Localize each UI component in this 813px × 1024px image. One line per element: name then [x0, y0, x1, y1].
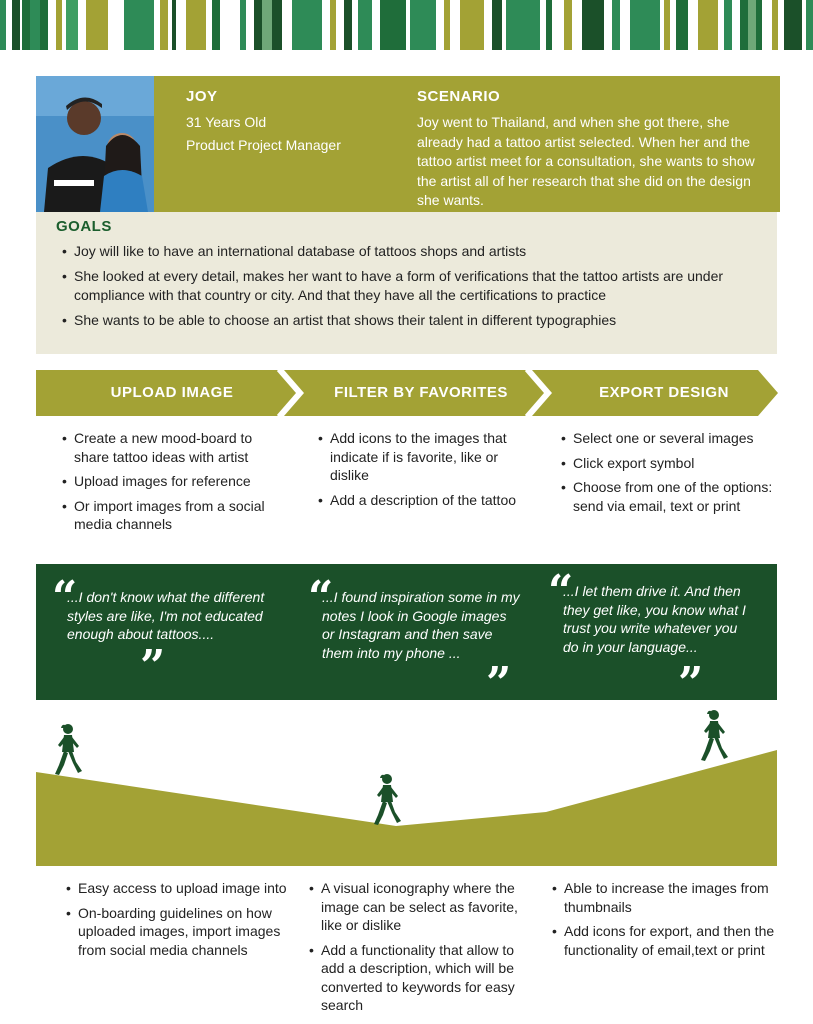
striped-banner: [0, 0, 813, 50]
need-item: • Easy access to upload image into: [66, 879, 291, 898]
persona-name: JOY: [186, 88, 218, 105]
goals-title: GOALS: [56, 218, 112, 235]
walking-person-icon: [52, 722, 84, 778]
tasks-filter-by-favorites: [318, 429, 538, 515]
task-item: • Or import images from a social media channels: [62, 497, 282, 534]
walking-person-icon: [371, 772, 403, 828]
need-item: • Add a functionality that allow to add a description, which will be converted to keywords for easy search: [309, 941, 531, 1015]
walking-person-icon: [698, 708, 730, 764]
need-item: • A visual iconography where the image can be select as favorite, like or dislike: [309, 879, 531, 935]
close-quote-icon: ”: [140, 641, 166, 692]
task-item: • Upload images for reference: [62, 472, 282, 491]
tasks-export-design: [561, 429, 776, 521]
goals-list: [62, 242, 752, 335]
persona-role: Product Project Manager: [186, 137, 341, 153]
open-quote-icon: “: [548, 566, 574, 617]
task-item: • Add icons to the images that indicate if is favorite, like or dislike: [318, 429, 538, 485]
tasks-upload-image: [62, 429, 282, 540]
scenario-title: SCENARIO: [417, 88, 501, 105]
task-item: • Create a new mood-board to share tattoo ideas with artist: [62, 429, 282, 466]
needs-filter-by-favorites: [309, 879, 531, 1021]
task-item: • Add a description of the tattoo: [318, 491, 538, 510]
need-item: • Able to increase the images from thumbnails: [552, 879, 777, 916]
quote-filter-by-favorites: ...I found inspiration some in my notes I look in Google images or Instagram and then save them into my phone ...: [322, 589, 520, 661]
persona-panel: [36, 76, 780, 212]
scenario-body: Joy went to Thailand, and when she got there, she already had a tattoo artist selected. When her and the tattoo artist meet for a consultation, she wants to show the artist all of her research that she did on the design she wants.: [417, 114, 755, 208]
need-item: • On-boarding guidelines on how uploaded images, import images from social media channels: [66, 904, 291, 960]
goals-panel: [36, 212, 777, 354]
persona-age: 31 Years Old: [186, 114, 267, 130]
task-item: • Choose from one of the options: send via email, text or print: [561, 478, 776, 515]
quote-upload-image: ...I don't know what the different styles are like, I'm not educated enough about tattoos....: [67, 589, 265, 642]
close-quote-icon: ”: [486, 658, 512, 709]
quote-export-design: ...I let them drive it. And then they get like, you know what I trust you write whatever you do in your language...: [563, 583, 746, 655]
step-title-filter-by-favorites: FILTER BY FAVORITES: [334, 384, 508, 401]
task-item: • Click export symbol: [561, 454, 776, 473]
journey-hill: [36, 750, 777, 866]
needs-upload-image: [66, 879, 291, 965]
goal-item: • She wants to be able to choose an artist that shows their talent in different typographies: [62, 311, 752, 331]
need-item: • Add icons for export, and then the functionality of email,text or print: [552, 922, 777, 959]
needs-export-design: [552, 879, 777, 965]
goal-item: • Joy will like to have an international database of tattoos shops and artists: [62, 242, 752, 262]
step-title-upload-image: UPLOAD IMAGE: [110, 384, 234, 401]
open-quote-icon: “: [308, 572, 334, 623]
goal-item: • She looked at every detail, makes her want to have a form of verifications that the tattoo artists are under compliance with that country or city. And that they have all the certifications to practice: [62, 267, 752, 306]
persona-photo: [36, 76, 154, 212]
open-quote-icon: “: [52, 572, 78, 623]
close-quote-icon: ”: [678, 658, 704, 709]
step-title-export-design: EXPORT DESIGN: [599, 384, 729, 401]
task-item: • Select one or several images: [561, 429, 776, 448]
